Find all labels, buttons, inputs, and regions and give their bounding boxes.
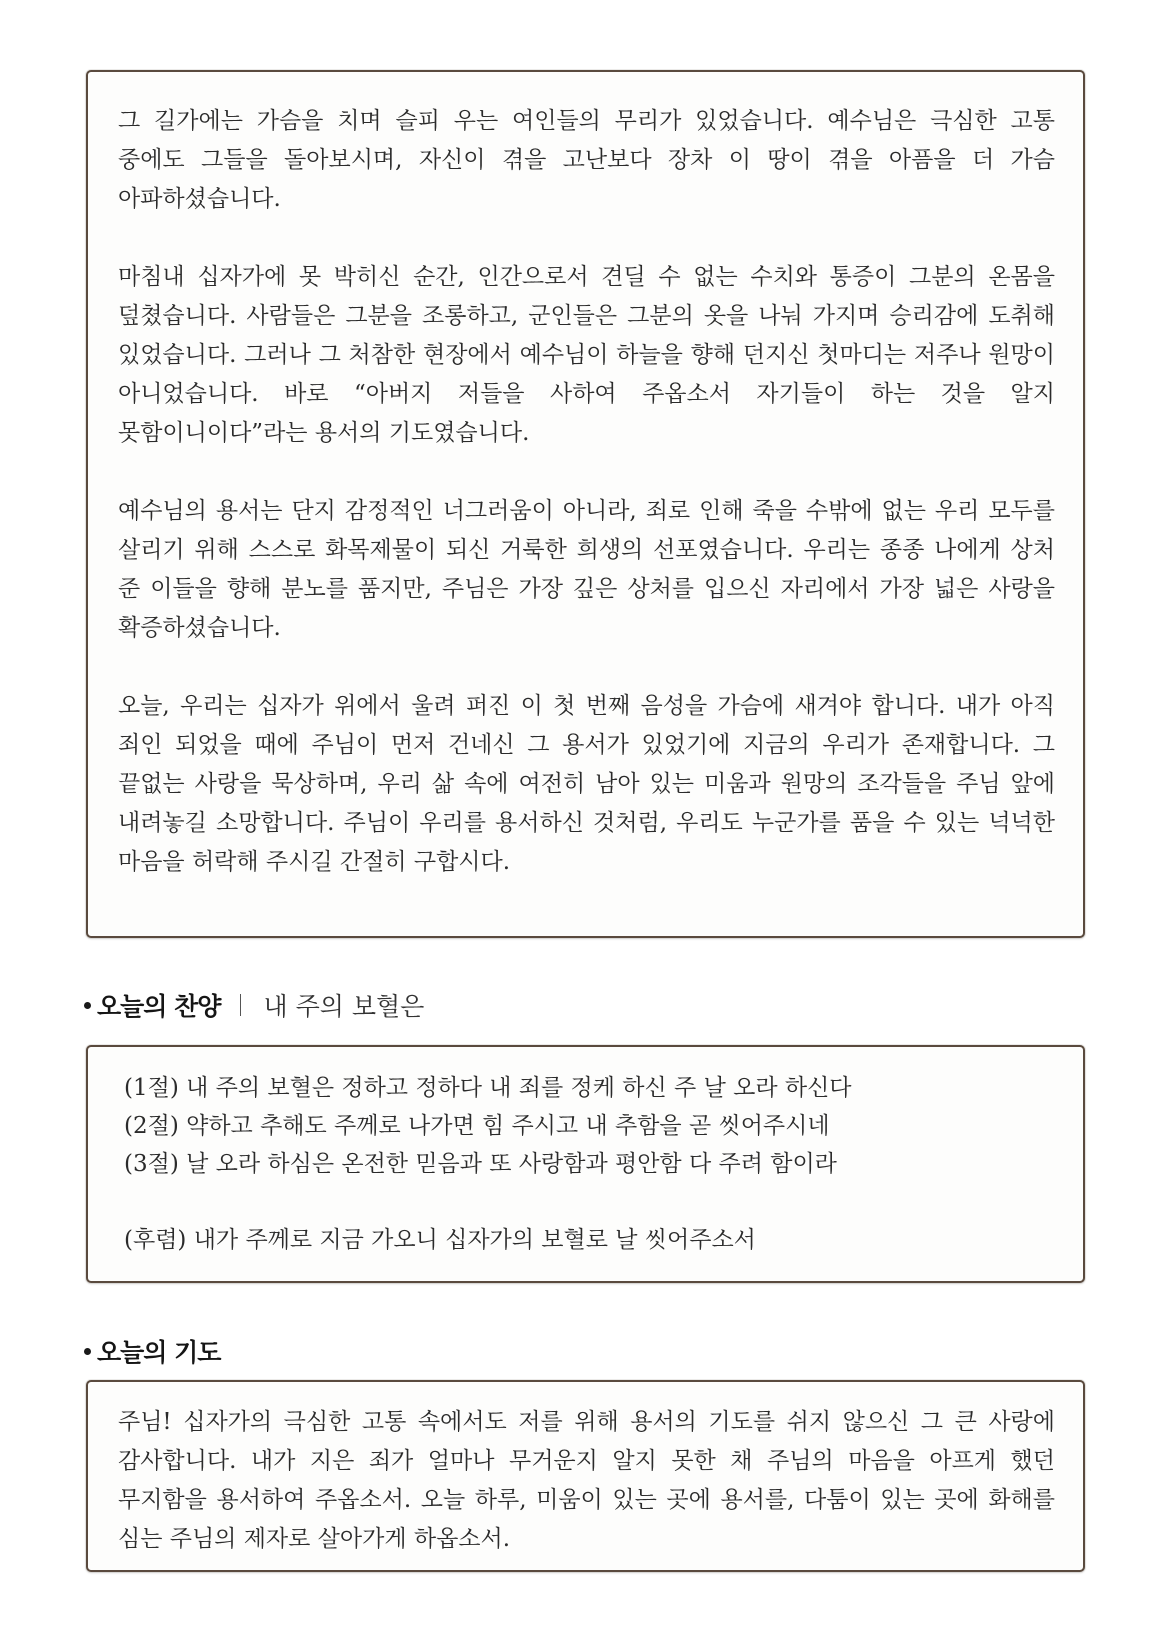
reflection-box bbox=[86, 70, 1085, 938]
bullet-icon bbox=[84, 1002, 91, 1009]
prayer-text: 주님! 십자가의 극심한 고통 속에서도 저를 위해 용서의 기도를 쉬지 않으신 그 큰 사랑에 감사합니다. 내가 지은 죄가 얼마나 무거운지 알지 못한 채 주님의 마음을 아프게 했던 무지함을 용서하여 주옵소서. 오늘 하루, 미움이 있는 곳에 용서를, 다툼이 있는 곳에 화해를 심는 주님의 제자로 살아가게 하옵소서. bbox=[118, 1409, 1055, 1552]
bullet-icon bbox=[84, 1348, 91, 1355]
reflection-paragraph: 마침내 십자가에 못 박히신 순간, 인간으로서 견딜 수 없는 수치와 통증이 그분의 온몸을 덮쳤습니다. 사람들은 그분을 조롱하고, 군인들은 그분의 옷을 나눠 가지며 승리감에 도취해 있었습니다. 그러나 그 처참한 현장에서 예수님이 하늘을 향해 던지신 첫마디는 저주나 원망이 아니었습니다. 바로 “아버지 저들을 사하여 주옵소서 자기들이 하는 것을 알지 못함이니이다”라는 용서의 기도였습니다. bbox=[118, 264, 1055, 446]
reflection-paragraph: 오늘, 우리는 십자가 위에서 울려 퍼진 이 첫 번째 음성을 가슴에 새겨야 합니다. 내가 아직 죄인 되었을 때에 주님이 먼저 건네신 그 용서가 있었기에 지금의 우리가 존재합니다. 그 끝없는 사랑을 묵상하며, 우리 삶 속에 여전히 남아 있는 미움과 원망의 조각들을 주님 앞에 내려놓길 소망합니다. 주님이 우리를 용서하신 것처럼, 우리도 누군가를 품을 수 있는 넉넉한 마음을 허락해 주시길 간절히 구합시다. bbox=[118, 693, 1055, 875]
hymn-verse: (3절) 날 오라 하심은 온전한 믿음과 또 사랑함과 평안함 다 주려 함이라 bbox=[124, 1151, 837, 1177]
hymn-heading: 오늘의 찬양 bbox=[97, 992, 221, 1021]
reflection-paragraph: 예수님의 용서는 단지 감정적인 너그러움이 아니라, 죄로 인해 죽을 수밖에 없는 우리 모두를 살리기 위해 스스로 화목제물이 되신 거룩한 희생의 선포였습니다. 우리는 종종 나에게 상처 준 이들을 향해 분노를 품지만, 주님은 가장 깊은 상처를 입으신 자리에서 가장 넓은 사랑을 확증하셨습니다. bbox=[118, 498, 1055, 641]
hymn-verse: (1절) 내 주의 보혈은 정하고 정하다 내 죄를 정케 하신 주 날 오라 하신다 bbox=[124, 1075, 852, 1101]
prayer-heading: 오늘의 기도 bbox=[97, 1338, 221, 1367]
prayer-section-header bbox=[84, 1331, 220, 1371]
hymn-verse: (2절) 약하고 추해도 주께로 나가면 힘 주시고 내 추함을 곧 씻어주시네 bbox=[124, 1113, 830, 1139]
hymn-song-title: 내 주의 보혈은 bbox=[263, 992, 425, 1021]
hymn-section-header bbox=[84, 985, 424, 1025]
hymn-lyrics-box bbox=[86, 1045, 1085, 1283]
title-divider bbox=[240, 994, 241, 1016]
prayer-box bbox=[86, 1380, 1085, 1572]
reflection-paragraph: 그 길가에는 가슴을 치며 슬피 우는 여인들의 무리가 있었습니다. 예수님은 극심한 고통 중에도 그들을 돌아보시며, 자신이 겪을 고난보다 장차 이 땅이 겪을 아픔을 더 가슴 아파하셨습니다. bbox=[118, 108, 1055, 212]
hymn-chorus: (후렴) 내가 주께로 지금 가오니 십자가의 보혈로 날 씻어주소서 bbox=[124, 1227, 756, 1253]
